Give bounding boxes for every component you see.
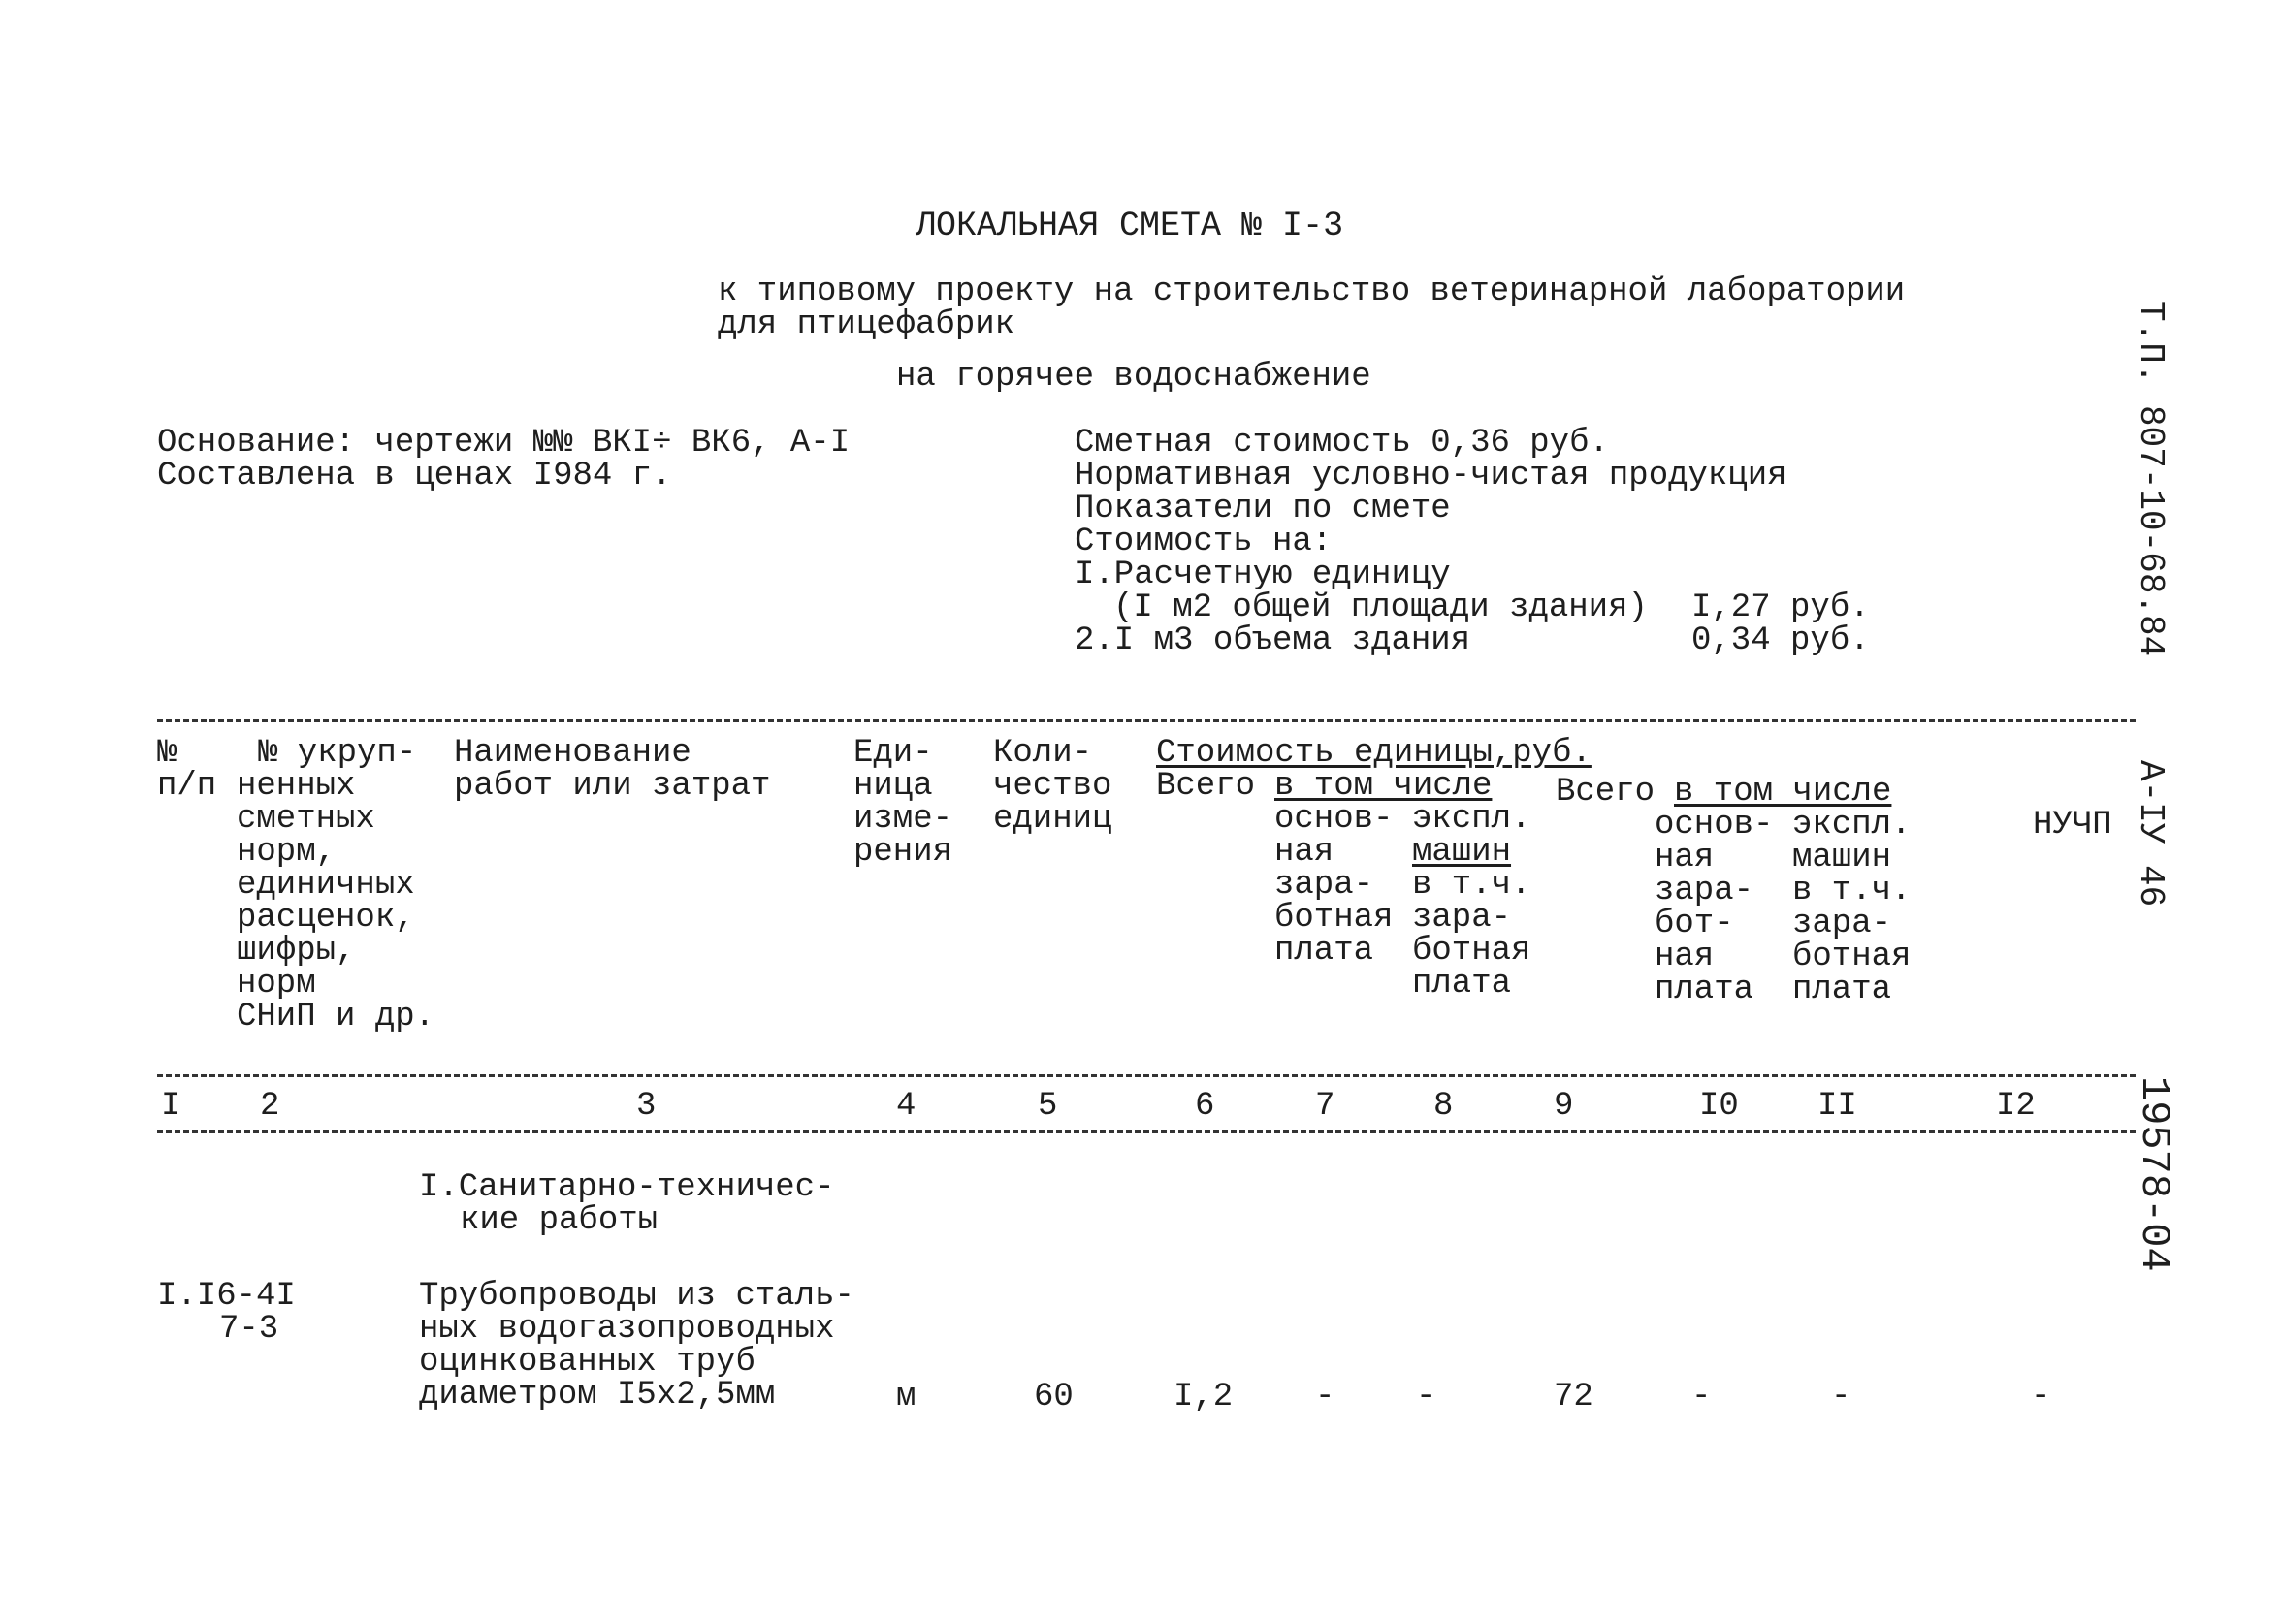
row-nuchp: -: [2031, 1379, 2051, 1416]
calc-unit-label: I.Расчетную единицу: [1075, 557, 1451, 593]
col-number-10: I0: [1699, 1088, 1739, 1125]
col-header-work-name: Наименование работ или затрат: [454, 735, 771, 805]
row-norm-code: I.I6-4I: [157, 1278, 296, 1315]
basis-drawings: Основание: чертежи №№ ВКI÷ ВК6, А-I: [157, 425, 851, 462]
col-header-total: Всего: [1556, 774, 1656, 811]
col-header-total-machines: экспл. машин в т.ч. зара- ботная плата: [1792, 807, 1912, 1008]
row-norm-code-sub: 7-3: [219, 1311, 279, 1348]
album-stamp: А-IУ 46: [2131, 760, 2170, 908]
subtitle-line-2: для птицефабрик: [718, 306, 1015, 343]
col-header-unit: Еди- ница изме- рения: [853, 735, 953, 871]
estimated-cost: Сметная стоимость 0,36 руб.: [1075, 425, 1609, 462]
col-number-12: I2: [1996, 1088, 2036, 1125]
row-quantity: 60: [1034, 1379, 1074, 1416]
col-header-unit-cost: Стоимость единицы,руб.: [1156, 735, 1592, 772]
col-header-norm-code: ненных сметных норм, единичных расценок, шифры, норм СНиП и др.: [237, 768, 435, 1035]
subtitle-line-1: к типовому проекту на строительство ветеринарной лаборатории: [718, 273, 1906, 310]
col-header-total-including: в том числе: [1674, 774, 1892, 811]
col-header-row-number: № п/п: [157, 735, 217, 805]
row-total: 72: [1554, 1379, 1593, 1416]
net-product: Нормативная условно-чистая продукция: [1075, 458, 1787, 494]
col-number-3: 3: [636, 1088, 657, 1125]
col-header-unit-machines-c: в т.ч. зара- ботная плата: [1412, 867, 1531, 1003]
project-code-stamp: Т.П. 807-10-68.84: [2131, 301, 2170, 657]
document-title: ЛОКАЛЬНАЯ СМЕТА № I-3: [916, 207, 1344, 245]
col-number-5: 5: [1038, 1088, 1058, 1125]
col-number-9: 9: [1554, 1088, 1574, 1125]
row-unit-wages: -: [1315, 1379, 1335, 1416]
section-title-line-1: I.Санитарно-техничес-: [419, 1169, 835, 1206]
table-top-rule: [157, 719, 2136, 722]
column-numbers-rule: [157, 1130, 2136, 1133]
table-header-rule: [157, 1074, 2136, 1077]
basis-prices: Составлена в ценах I984 г.: [157, 458, 672, 494]
col-number-4: 4: [896, 1088, 916, 1125]
row-unit: м: [896, 1379, 916, 1416]
indicators-label: Показатели по смете: [1075, 491, 1451, 527]
col-number-6: 6: [1195, 1088, 1215, 1125]
document-number-stamp: 19578-04: [2131, 1076, 2177, 1272]
col-header-nuchp: НУЧП: [2033, 807, 2112, 844]
col-number-7: 7: [1315, 1088, 1335, 1125]
cost-per-label: Стоимость на:: [1075, 524, 1333, 560]
col-header-unit-machines-b: машин: [1412, 834, 1512, 871]
col-header-unit-including: в том числе: [1274, 768, 1493, 805]
col-header-unit-total: Всего: [1156, 768, 1256, 805]
col-number-8: 8: [1433, 1088, 1454, 1125]
area-unit-label: (I м2 общей площади здания): [1113, 589, 1648, 626]
row-unit-machines: -: [1416, 1379, 1436, 1416]
col-header-unit-wages: основ- ная зара- ботная плата: [1274, 801, 1394, 970]
subtitle-line-3: на горячее водоснабжение: [896, 359, 1371, 396]
col-number-2: 2: [260, 1088, 280, 1125]
volume-unit-value: 0,34 руб.: [1691, 622, 1870, 659]
col-header-norm-code-title: № укруп-: [258, 735, 417, 772]
col-number-11: II: [1817, 1088, 1857, 1125]
row-work-name: Трубопроводы из сталь- ных водогазопроводных оцинкованных труб диаметром I5х2,5мм: [419, 1278, 854, 1414]
row-total-wages: -: [1691, 1379, 1712, 1416]
row-unit-total: I,2: [1174, 1379, 1234, 1416]
col-header-total-wages: основ- ная зара- бот- ная плата: [1655, 807, 1774, 1008]
col-number-1: I: [161, 1088, 181, 1125]
volume-unit-label: 2.I м3 объема здания: [1075, 622, 1471, 659]
row-total-machines: -: [1831, 1379, 1851, 1416]
col-header-unit-machines-a: экспл.: [1412, 801, 1531, 838]
col-header-quantity: Коли- чество единиц: [993, 735, 1112, 838]
section-title-line-2: кие работы: [460, 1202, 659, 1239]
area-unit-value: I,27 руб.: [1691, 589, 1870, 626]
